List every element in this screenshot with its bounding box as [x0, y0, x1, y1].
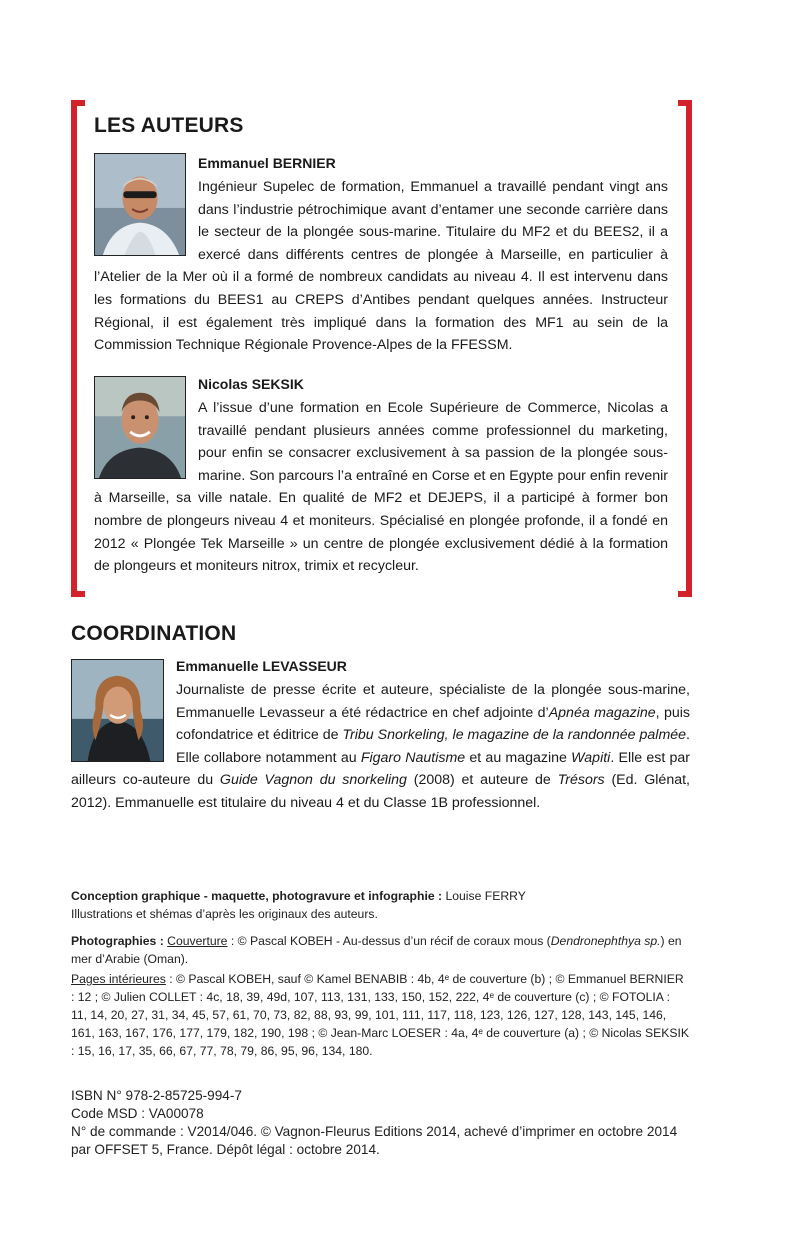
levasseur-bio-part: , puis cofondatrice et éditrice de [176, 704, 691, 744]
bernier-bio [94, 176, 668, 357]
cover-italic: Dendronephthya sp. [550, 934, 661, 948]
bernier-name: Emmanuel BERNIER [198, 155, 336, 171]
cover-text: ) en mer d’Arabie (Oman). [71, 934, 682, 966]
levasseur-bio-part: (Ed. Glénat, 2012). Emmanuelle est titulaire du niveau 4 et du Classe 1B professionnel. [71, 772, 690, 811]
levasseur-bio-part: . Elle collabore notamment au [176, 727, 690, 766]
wapiti: Wapiti [571, 749, 611, 766]
inner-label: Pages intérieures [71, 972, 166, 986]
design-value: Louise FERRY [442, 889, 526, 903]
figaro-nautisme: Figaro Nautisme [360, 749, 466, 766]
levasseur-bio-part: . Elle est par ailleurs co-auteure du [71, 749, 690, 789]
seksik-bio [94, 397, 668, 578]
bernier-bio-text: Ingénieur Supelec de formation, Emmanuel a travaillé pendant vingt ans dans l’industrie pétrochimique avant d’entamer une seconde carrière dans le secteur de la plongée sous-marine. Titulaire du MF2 et du BEES2, il a exercé dans différents centres de plongée à Marseille, en particulier à l’Atelier de la Mer où il a formé de nombreux candidats au niveau 4. Il est intervenu dans les formations du BEES1 au CREPS d’Antibes pendant quelques années. Instructeur Régional, il est également très impliqué dans la formation des MF1 au sein de la Commission Technique Régionale Provence-Alpes de la FFESSM. [94, 179, 668, 354]
seksik-bio-text: A l’issue d’une formation en Ecole Supérieure de Commerce, Nicolas a travaillé pendant plusieurs années comme professionnel du marketing, pour enfin se consacrer exclusivement à sa passion de la plongée sous-marine. Son parcours l’a entraîné en Corse et en Egypte pour enfin revenir à Marseille, sa ville natale. En qualité de MF2 et DEJEPS, il a participé à former bon nombre de plongeurs niveau 4 et moniteurs. Spécialisé en plongée profonde, il a fondé en 2012 « Plongée Tek Marseille » un centre de plongée exclusivement dédié à la formation de plongeurs et moniteurs nitrox, trimix et recycleur. [94, 400, 668, 575]
authors-heading: LES AUTEURS [94, 114, 244, 137]
seksik-name: Nicolas SEKSIK [198, 376, 304, 392]
design-label: Conception graphique - maquette, photogravure et infographie : [71, 889, 443, 903]
printer-line: par OFFSET 5, France. Dépôt légal : octobre 2014. [71, 1142, 380, 1157]
code-msd-line: Code MSD : VA00078 [71, 1106, 204, 1121]
inner-pages-credits [71, 970, 689, 1060]
order-line: N° de commande : V2014/046. © Vagnon-Fleurus Editions 2014, achevé d’imprimer en octobre 2014 [71, 1124, 678, 1139]
apnea-magazine: Apnéa magazine [548, 704, 656, 721]
tribu-snorkeling: Tribu Snorkeling, le magazine de la randonnée palmée [342, 727, 687, 744]
cover-label: Couverture [167, 934, 228, 948]
isbn-block [71, 1087, 711, 1159]
tresors: Trésors [557, 772, 605, 789]
levasseur-bio-part: et au magazine [465, 749, 572, 766]
design-credits [71, 887, 689, 923]
guide-vagnon: Guide Vagnon du snorkeling [219, 772, 407, 789]
levasseur-bio-part: (2008) et auteure de [406, 772, 558, 789]
right-red-bracket [678, 100, 692, 597]
isbn-line: ISBN N° 978-2-85725-994-7 [71, 1088, 242, 1103]
inner-text: : © Pascal KOBEH, sauf © Kamel BENABIB : 4b, 4ᵉ de couverture (b) ; © Emmanuel BERNIER : 12 ; © Julien COLLET : 4c, 18, 39, 49d, 107, 113, 131, 133, 150, 152, 222, 4ᵉ de couverture (c) ; © FOTOLIA : 11, 14, 20, 27, 31, 34, 45, 57, 61, 70, 73, 82, 88, 93, 99, 101, 111, 117, 118, 123, 126, 127, 128, 143, 145, 146, 161, 163, 167, 176, 177, 179, 182, 190, 198 ; © Jean-Marc LOESER : 4a, 4ᵉ de couverture (a) ; © Nicolas SEKSIK : 15, 16, 17, 35, 66, 67, 77, 78, 79, 86, 95, 96, 134, 180. [71, 972, 689, 1058]
photos-label: Photographies : [71, 934, 164, 948]
illustrations-note: Illustrations et shémas d’après les originaux des auteurs. [71, 907, 378, 921]
levasseur-bio [71, 679, 690, 815]
cover-text: : © Pascal KOBEH - Au-dessus d’un récif de coraux mous ( [227, 934, 551, 948]
levasseur-bio-part: Journaliste de presse écrite et auteure, spécialiste de la plongée sous-marine, Emmanuelle Levasseur a été rédactrice en chef adjointe d’ [176, 682, 690, 721]
coordination-heading: COORDINATION [71, 622, 237, 645]
left-red-bracket [71, 100, 85, 597]
levasseur-name: Emmanuelle LEVASSEUR [176, 658, 347, 674]
photo-credits [71, 932, 689, 968]
